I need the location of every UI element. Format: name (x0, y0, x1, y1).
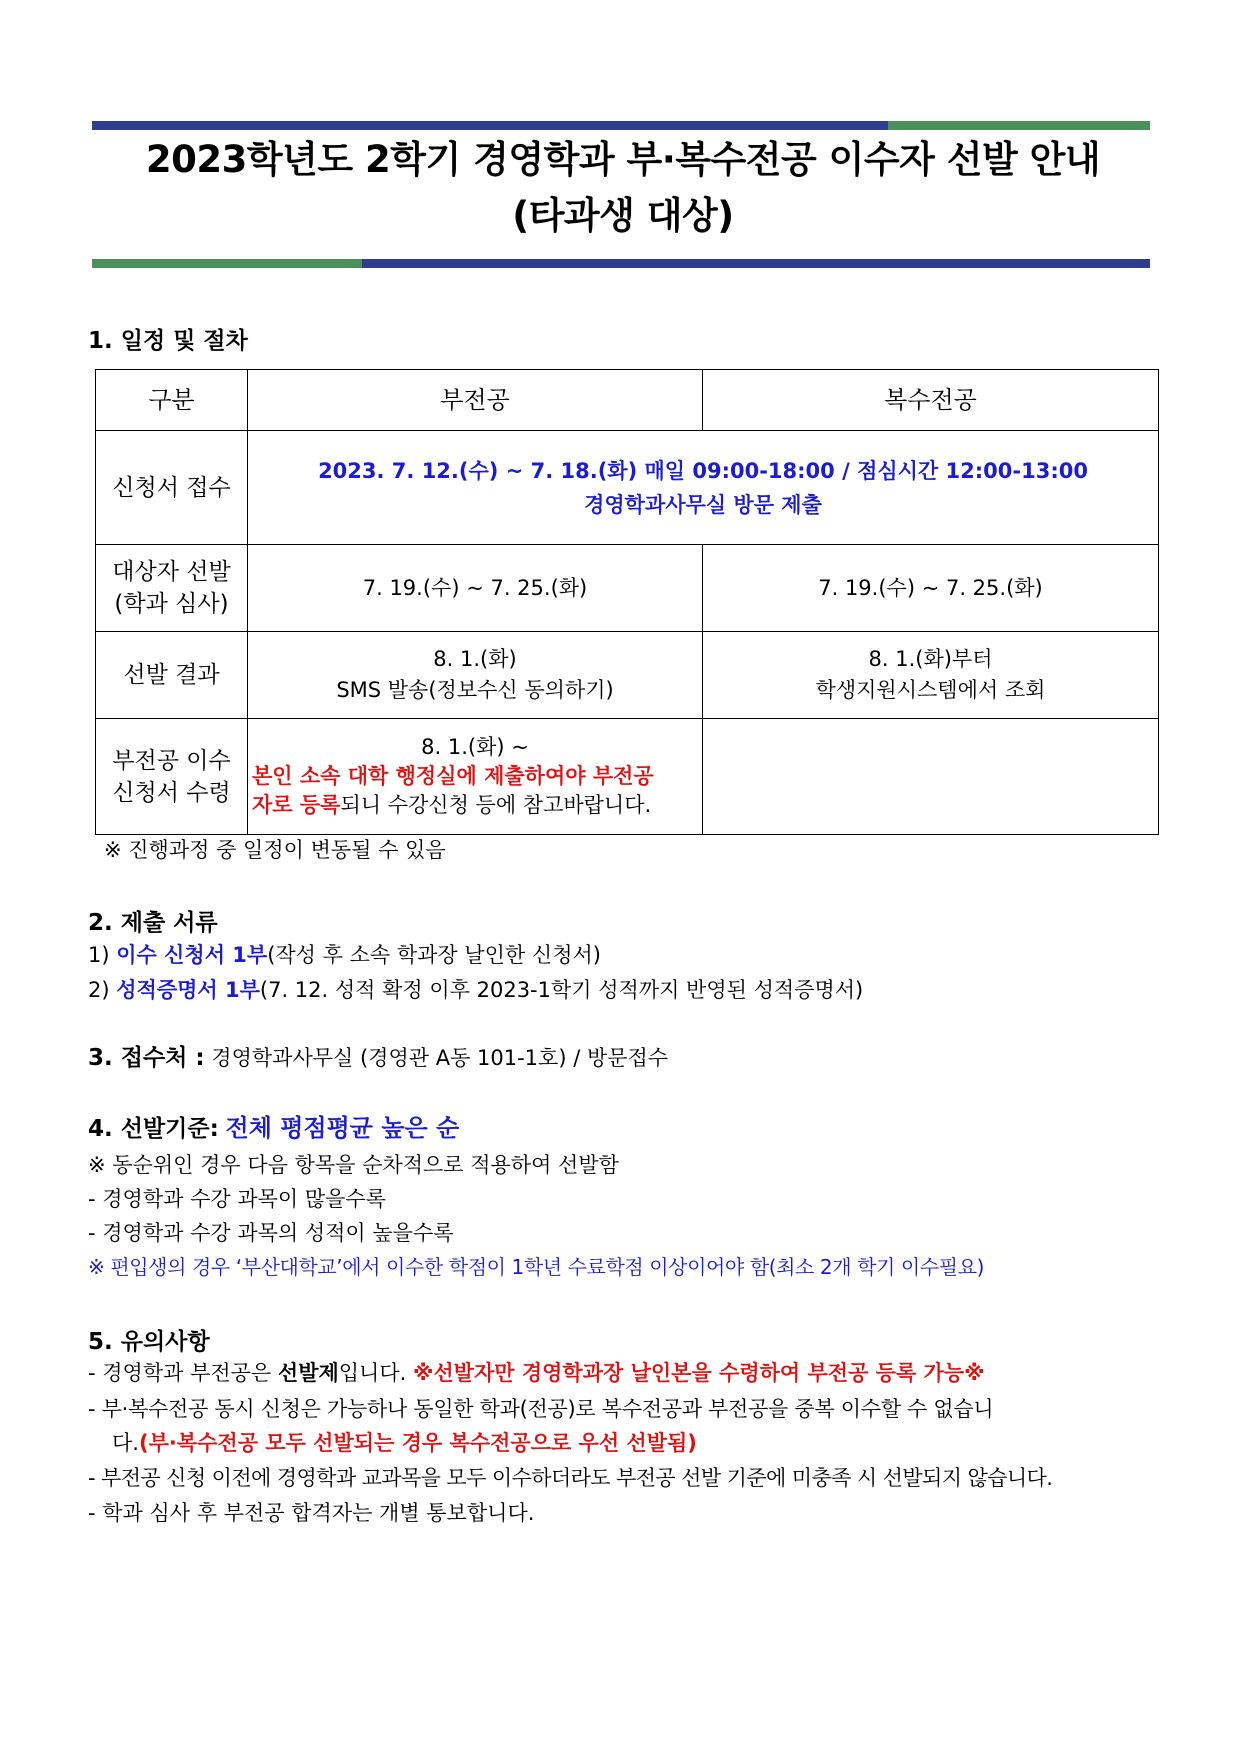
criteria-line-3: - 경영학과 수강 과목의 성적이 높을수록 (88, 1221, 454, 1245)
criteria-line-2: - 경영학과 수강 과목이 많을수록 (88, 1187, 386, 1211)
row-label-receipt-1: 부전공 이수 (112, 747, 231, 774)
header-double-major: 복수전공 (703, 370, 1159, 431)
notice-1-a: - 경영학과 부전공은 (88, 1361, 278, 1385)
result-minor-date: 8. 1.(화) (433, 647, 517, 671)
section-1-heading: 1. 일정 및 절차 (88, 328, 248, 354)
notice-3-a: 다. (112, 1431, 139, 1455)
item-2-title: 성적증명서 1부 (116, 978, 260, 1002)
receipt-minor-cell (248, 719, 703, 835)
notice-line-5: - 학과 심사 후 부전공 합격자는 개별 통보합니다. (88, 1501, 535, 1525)
selection-minor: 7. 19.(수) ~ 7. 25.(화) (248, 545, 703, 632)
result-double-system: 학생지원시스템에서 조회 (815, 678, 1046, 702)
receipt-minor-notice: 본인 소속 대학 행정실에 제출하여야 부전공 (252, 764, 654, 788)
application-period-cell (248, 431, 1159, 545)
notice-1-b: 선발제 (277, 1361, 339, 1385)
schedule-note: ※ 진행과정 중 일정이 변동될 수 있음 (104, 838, 446, 862)
title-line-1: 2023학년도 2학기 경영학과 부·복수전공 이수자 선발 안내 (145, 138, 1101, 181)
section-3-heading: 3. 접수처 : (88, 1045, 205, 1071)
schedule-table (95, 369, 1159, 835)
notice-line-4: - 부전공 신청 이전에 경영학과 교과목을 모두 이수하더라도 부전공 선발 기준에 미충족 시 선발되지 않습니다. (88, 1466, 1053, 1490)
table-row-receipt (96, 719, 1159, 835)
document-item-1 (88, 940, 601, 970)
item-1-desc: (작성 후 소속 학과장 날인한 신청서) (267, 943, 601, 967)
bottom-bar-navy (362, 259, 1150, 268)
item-1-number: 1) (88, 943, 110, 967)
notice-line-2: - 부·복수전공 동시 신청은 가능하나 동일한 학과(전공)로 복수전공과 부전공을 중복 이수할 수 없습니 (88, 1397, 994, 1421)
application-period: 2023. 7. 12.(수) ~ 7. 18.(화) 매일 09:00-18:00 / 점심시간 12:00-13:00 (318, 458, 1088, 483)
selection-criterion: 전체 평점평균 높은 순 (225, 1114, 460, 1142)
row-label-application: 신청서 접수 (96, 431, 248, 545)
section-4-head-line (88, 1113, 459, 1144)
row-label-receipt-2: 신청서 수령 (112, 779, 231, 806)
row-label-selection-1: 대상자 선발 (112, 559, 231, 585)
receipt-register-tail: 되니 수강신청 등에 참고바랍니다. (340, 793, 652, 817)
section-3 (88, 1043, 668, 1073)
table-row-selection (96, 545, 1159, 632)
section-2-heading: 2. 제출 서류 (88, 910, 218, 936)
receipt-minor-date: 8. 1.(화) ~ (421, 735, 529, 759)
criteria-transfer-note: ※ 편입생의 경우 ‘부산대학교’에서 이수한 학점이 1학년 수료학점 이상이어야 함(최소 2개 학기 이수필요) (88, 1255, 985, 1279)
document-item-2 (88, 975, 863, 1005)
item-2-desc: (7. 12. 성적 확정 이후 2023-1학기 성적까지 반영된 성적증명서) (259, 978, 864, 1002)
header-category: 구분 (96, 370, 248, 431)
table-header-row (96, 370, 1159, 431)
top-bar-green (888, 121, 1150, 130)
receipt-minor-notice-cont (252, 791, 698, 820)
notice-line-3 (112, 1428, 697, 1458)
result-double-cell (703, 632, 1159, 719)
receipt-register-text: 자로 등록 (252, 793, 341, 817)
notice-3-red: (부·복수전공 모두 선발되는 경우 복수전공으로 우선 선발됨) (138, 1431, 697, 1455)
top-bar-navy (92, 121, 888, 130)
title-line-2: (타과생 대상) (512, 194, 734, 237)
page-title (92, 132, 1154, 244)
notice-line-1 (88, 1358, 985, 1388)
result-minor-cell (248, 632, 703, 719)
table-row-result (96, 632, 1159, 719)
row-label-selection-2: (학과 심사) (114, 591, 229, 617)
result-minor-sms: SMS 발송(정보수신 동의하기) (336, 678, 614, 702)
item-2-number: 2) (88, 978, 110, 1002)
result-double-date: 8. 1.(화)부터 (868, 647, 993, 671)
table-row-application (96, 431, 1159, 545)
section-5-heading: 5. 유의사항 (88, 1329, 210, 1355)
header-minor: 부전공 (248, 370, 703, 431)
application-place: 경영학과사무실 방문 제출 (584, 492, 822, 517)
row-label-result: 선발 결과 (96, 632, 248, 719)
section-3-text: 경영학과사무실 (경영관 A동 101-1호) / 방문접수 (211, 1046, 669, 1070)
selection-double: 7. 19.(수) ~ 7. 25.(화) (703, 545, 1159, 632)
item-1-title: 이수 신청서 1부 (116, 943, 268, 967)
row-label-receipt (96, 719, 248, 835)
receipt-double-cell (703, 719, 1159, 835)
bottom-bar-green (92, 259, 362, 268)
row-label-selection (96, 545, 248, 632)
criteria-line-1: ※ 동순위인 경우 다음 항목을 순차적으로 적용하여 선발함 (88, 1153, 619, 1177)
section-4-heading: 4. 선발기준: (88, 1116, 219, 1142)
notice-1-c: 입니다. (338, 1361, 413, 1385)
notice-1-red: ※선발자만 경영학과장 날인본을 수령하여 부전공 등록 가능※ (412, 1361, 985, 1385)
